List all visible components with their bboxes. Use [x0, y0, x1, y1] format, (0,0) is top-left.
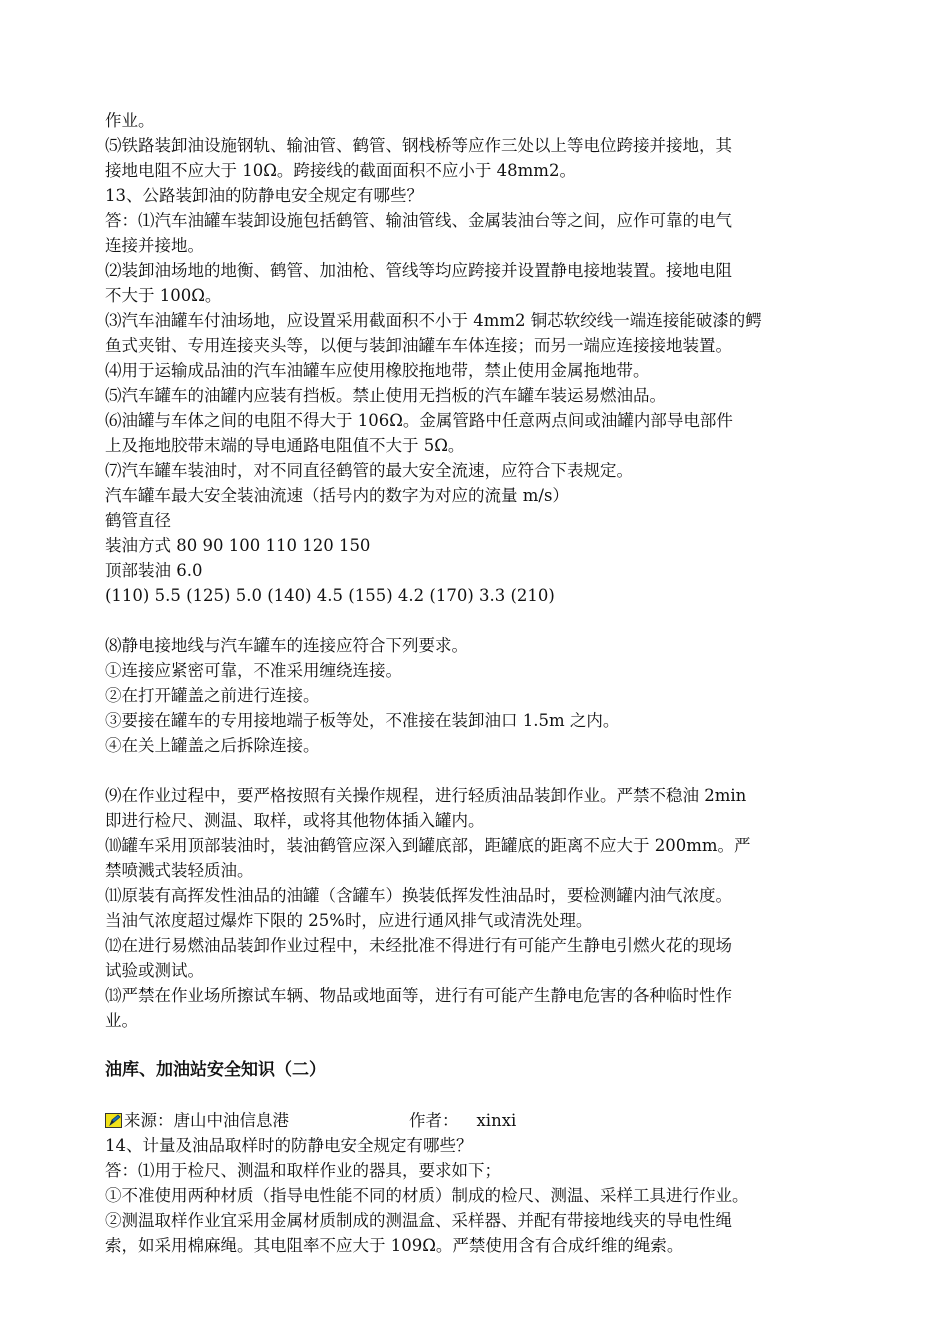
text-line: 禁喷溅式装轻质油。 — [105, 861, 254, 880]
text-line: 当油气浓度超过爆炸下限的 25%时，应进行通风排气或清洗处理。 — [105, 911, 593, 930]
text-line: ⑻静电接地线与汽车罐车的连接应符合下列要求。 — [105, 636, 468, 655]
text-line: ⑸汽车罐车的油罐内应装有挡板。禁止使用无挡板的汽车罐车装运易燃油品。 — [105, 386, 666, 405]
table-row: 装油方式 80 90 100 110 120 150 — [105, 536, 371, 555]
list-item: ③要接在罐车的专用接地端子板等处，不准接在装卸油口 1.5m 之内。 — [105, 711, 620, 730]
text-line: 索，如采用棉麻绳。其电阻率不应大于 109Ω。严禁使用含有合成纤维的绳索。 — [105, 1236, 684, 1255]
text-line: ⑷用于运输成品油的汽车油罐车应使用橡胶拖地带，禁止使用金属拖地带。 — [105, 361, 650, 380]
text-block-low — [105, 783, 850, 1033]
text-line: 答：⑴汽车油罐车装卸设施包括鹤管、输油管线、金属装油台等之间，应作可靠的电气 — [105, 211, 732, 230]
question-14: 14、计量及油品取样时的防静电安全规定有哪些？ — [105, 1136, 473, 1155]
text-line: ⑼在作业过程中，要严格按照有关操作规程，进行轻质油品装卸作业。严禁不稳油 2min — [105, 786, 747, 805]
text-line: 上及拖地胶带末端的导电通路电阻值不大于 5Ω。 — [105, 436, 465, 455]
text-block-bottom — [105, 1133, 850, 1258]
document-page — [105, 108, 850, 1258]
author-label: 作者： — [409, 1111, 459, 1130]
spacer — [105, 1083, 850, 1108]
text-line: 接地电阻不应大于 10Ω。跨接线的截面面积不应小于 48mm2。 — [105, 161, 576, 180]
text-line: 试验或测试。 — [105, 961, 204, 980]
spacer — [105, 758, 850, 783]
text-line: ⑺汽车罐车装油时，对不同直径鹤管的最大安全流速，应符合下表规定。 — [105, 461, 633, 480]
list-item: ②测温取样作业宜采用金属材质制成的测温盒、采样器、并配有带接地线夹的导电性绳 — [105, 1211, 732, 1230]
text-line: ⑾原装有高挥发性油品的油罐（含罐车）换装低挥发性油品时，要检测罐内油气浓度。 — [105, 886, 732, 905]
source-line — [105, 1108, 850, 1133]
text-line: 业。 — [105, 1011, 138, 1030]
table-caption: 汽车罐车最大安全装油流速（括号内的数字为对应的流量 m/s） — [105, 486, 569, 505]
text-line: 连接并接地。 — [105, 236, 204, 255]
text-line: ⑸铁路装卸油设施钢轨、输油管、鹤管、钢栈桥等应作三处以上等电位跨接并接地，其 — [105, 136, 732, 155]
text-line: ⒀严禁在作业场所擦试车辆、物品或地面等，进行有可能产生静电危害的各种临时性作 — [105, 986, 732, 1005]
source-label: 来源：唐山中油信息港 — [124, 1111, 289, 1130]
table-row: 顶部装油 6.0 — [105, 561, 203, 580]
spacer — [105, 1033, 850, 1058]
text-line: ⑿在进行易燃油品装卸作业过程中，未经批准不得进行有可能产生静电引燃火花的现场 — [105, 936, 732, 955]
text-line: 不大于 100Ω。 — [105, 286, 222, 305]
list-item: ②在打开罐盖之前进行连接。 — [105, 686, 320, 705]
text-block-top — [105, 108, 850, 608]
text-line: 即进行检尺、测温、取样，或将其他物体插入罐内。 — [105, 811, 485, 830]
text-line: 鱼式夹钳、专用连接夹头等，以便与装卸油罐车车体连接；而另一端应连接接地装置。 — [105, 336, 732, 355]
list-item: ④在关上罐盖之后拆除连接。 — [105, 736, 320, 755]
text-line: ⑽罐车采用顶部装油时，装油鹤管应深入到罐底部，距罐底的距离不应大于 200mm。严 — [105, 836, 751, 855]
spacer — [105, 608, 850, 633]
list-item: ①不准使用两种材质（指导电性能不同的材质）制成的检尺、测温、采样工具进行作业。 — [105, 1186, 749, 1205]
pencil-icon — [105, 1113, 122, 1128]
text-line: ⑶汽车油罐车付油场地，应设置采用截面积不小于 4mm2 铜芯软绞线一端连接能破漆的鳄 — [105, 311, 762, 330]
text-line: ⑹油罐与车体之间的电阻不得大于 106Ω。金属管路中任意两点间或油罐内部导电部件 — [105, 411, 733, 430]
table-header-line: 鹤管直径 — [105, 511, 171, 530]
list-item: ①连接应紧密可靠，不准采用缠绕连接。 — [105, 661, 402, 680]
table-row: (110) 5.5 (125) 5.0 (140) 4.5 (155) 4.2 (170) 3.3 (210) — [105, 586, 555, 605]
author-name: xinxi — [476, 1111, 517, 1130]
text-line: 作业。 — [105, 111, 155, 130]
text-line: ⑵装卸油场地的地衡、鹤管、加油枪、管线等均应跨接并设置静电接地装置。接地电阻 — [105, 261, 732, 280]
text-block-mid — [105, 633, 850, 758]
text-line: 答：⑴用于检尺、测温和取样作业的器具，要求如下； — [105, 1161, 501, 1180]
section-title: 油库、加油站安全知识（二） — [105, 1060, 326, 1080]
question-13: 13、公路装卸油的防静电安全规定有哪些？ — [105, 186, 423, 205]
